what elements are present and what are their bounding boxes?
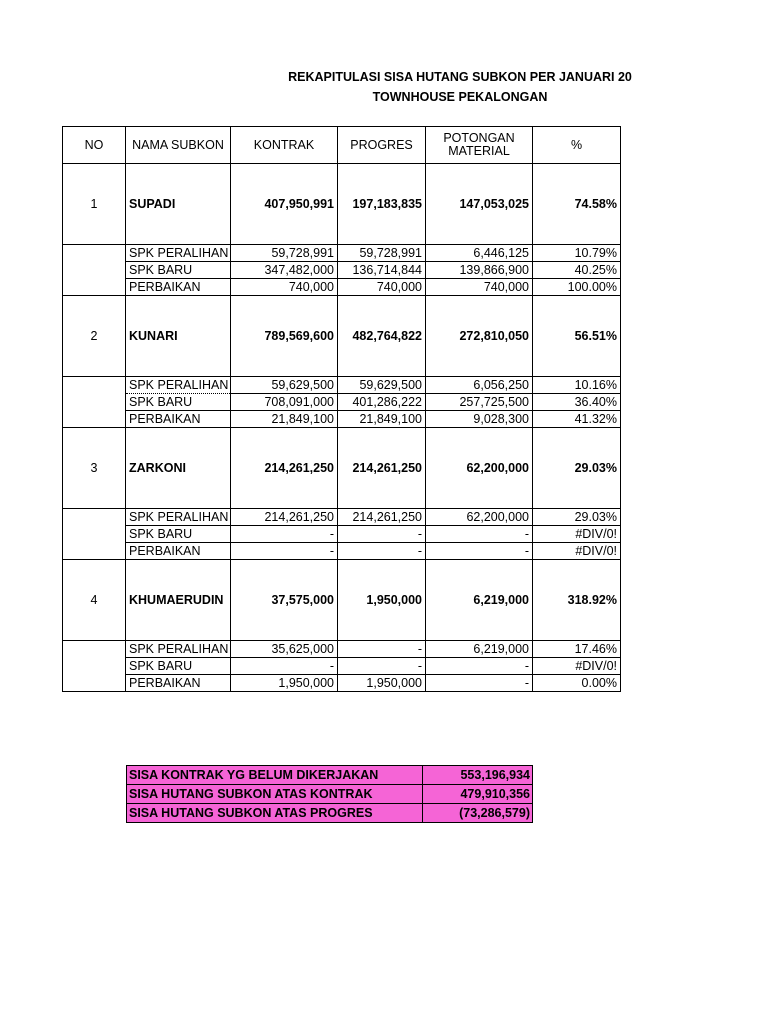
detail-no-blank bbox=[63, 245, 126, 262]
summary-value: (73,286,579) bbox=[423, 804, 533, 823]
summary-label: SISA KONTRAK YG BELUM DIKERJAKAN bbox=[127, 766, 423, 785]
subkon-potongan: 272,810,050 bbox=[426, 296, 533, 377]
subkon-row bbox=[63, 164, 621, 245]
detail-no-blank bbox=[63, 543, 126, 560]
header-percent: % bbox=[533, 127, 621, 164]
detail-name: SPK PERALIHAN bbox=[126, 509, 231, 526]
summary-table bbox=[126, 765, 533, 823]
subkon-potongan: 62,200,000 bbox=[426, 428, 533, 509]
subkon-kontrak: 214,261,250 bbox=[231, 428, 338, 509]
detail-persen: 40.25% bbox=[533, 262, 621, 279]
detail-persen: #DIV/0! bbox=[533, 543, 621, 560]
summary-row bbox=[127, 766, 533, 785]
detail-row bbox=[63, 675, 621, 692]
subkon-progres: 214,261,250 bbox=[338, 428, 426, 509]
detail-row bbox=[63, 658, 621, 675]
detail-row bbox=[63, 641, 621, 658]
detail-persen: 41.32% bbox=[533, 411, 621, 428]
detail-no-blank bbox=[63, 526, 126, 543]
detail-kontrak: 59,629,500 bbox=[231, 377, 338, 394]
detail-persen: 0.00% bbox=[533, 675, 621, 692]
detail-kontrak: 740,000 bbox=[231, 279, 338, 296]
detail-row bbox=[63, 543, 621, 560]
detail-name: PERBAIKAN bbox=[126, 675, 231, 692]
detail-row bbox=[63, 394, 621, 411]
detail-potongan: - bbox=[426, 543, 533, 560]
detail-row bbox=[63, 509, 621, 526]
summary-value: 553,196,934 bbox=[423, 766, 533, 785]
detail-name: SPK BARU bbox=[126, 526, 231, 543]
subkon-progres: 482,764,822 bbox=[338, 296, 426, 377]
detail-row bbox=[63, 262, 621, 279]
detail-potongan: 139,866,900 bbox=[426, 262, 533, 279]
detail-progres: 136,714,844 bbox=[338, 262, 426, 279]
summary-value: 479,910,356 bbox=[423, 785, 533, 804]
subkon-kontrak: 407,950,991 bbox=[231, 164, 338, 245]
header-nama-subkon: NAMA SUBKON bbox=[126, 127, 231, 164]
summary-label: SISA HUTANG SUBKON ATAS PROGRES bbox=[127, 804, 423, 823]
detail-no-blank bbox=[63, 394, 126, 411]
detail-no-blank bbox=[63, 411, 126, 428]
detail-potongan: 6,446,125 bbox=[426, 245, 533, 262]
detail-progres: 1,950,000 bbox=[338, 675, 426, 692]
report-title: REKAPITULASI SISA HUTANG SUBKON PER JANUARI 20 bbox=[288, 70, 632, 84]
detail-name: PERBAIKAN bbox=[126, 279, 231, 296]
detail-progres: 214,261,250 bbox=[338, 509, 426, 526]
detail-no-blank bbox=[63, 279, 126, 296]
subkon-row bbox=[63, 296, 621, 377]
detail-no-blank bbox=[63, 262, 126, 279]
detail-progres: 21,849,100 bbox=[338, 411, 426, 428]
subkon-number: 4 bbox=[63, 560, 126, 641]
header-potongan-material: POTONGAN MATERIAL bbox=[426, 127, 533, 164]
subkon-progres: 1,950,000 bbox=[338, 560, 426, 641]
detail-kontrak: - bbox=[231, 658, 338, 675]
subkon-persen: 29.03% bbox=[533, 428, 621, 509]
detail-progres: 59,728,991 bbox=[338, 245, 426, 262]
detail-name: SPK PERALIHAN bbox=[126, 641, 231, 658]
detail-kontrak: 21,849,100 bbox=[231, 411, 338, 428]
detail-name: PERBAIKAN bbox=[126, 543, 231, 560]
header-kontrak: KONTRAK bbox=[231, 127, 338, 164]
subkon-name: ZARKONI bbox=[126, 428, 231, 509]
detail-row bbox=[63, 377, 621, 394]
detail-kontrak: - bbox=[231, 543, 338, 560]
detail-name: SPK BARU bbox=[126, 658, 231, 675]
subkon-row bbox=[63, 428, 621, 509]
table-header-row bbox=[63, 127, 621, 164]
detail-kontrak: 1,950,000 bbox=[231, 675, 338, 692]
detail-persen: 36.40% bbox=[533, 394, 621, 411]
subkon-number: 3 bbox=[63, 428, 126, 509]
subkon-persen: 318.92% bbox=[533, 560, 621, 641]
detail-persen: 10.16% bbox=[533, 377, 621, 394]
detail-no-blank bbox=[63, 658, 126, 675]
subkon-kontrak: 789,569,600 bbox=[231, 296, 338, 377]
subkon-row bbox=[63, 560, 621, 641]
detail-kontrak: 708,091,000 bbox=[231, 394, 338, 411]
subkon-number: 2 bbox=[63, 296, 126, 377]
detail-no-blank bbox=[63, 675, 126, 692]
detail-persen: 17.46% bbox=[533, 641, 621, 658]
detail-potongan: 6,219,000 bbox=[426, 641, 533, 658]
header-progres: PROGRES bbox=[338, 127, 426, 164]
subkon-number: 1 bbox=[63, 164, 126, 245]
detail-name: SPK BARU bbox=[126, 262, 231, 279]
detail-name: SPK BARU bbox=[126, 394, 231, 411]
detail-progres: 740,000 bbox=[338, 279, 426, 296]
detail-kontrak: 214,261,250 bbox=[231, 509, 338, 526]
detail-no-blank bbox=[63, 509, 126, 526]
detail-kontrak: 347,482,000 bbox=[231, 262, 338, 279]
detail-row bbox=[63, 411, 621, 428]
subkon-name: KUNARI bbox=[126, 296, 231, 377]
detail-name: PERBAIKAN bbox=[126, 411, 231, 428]
subkon-name: SUPADI bbox=[126, 164, 231, 245]
detail-kontrak: - bbox=[231, 526, 338, 543]
summary-row bbox=[127, 804, 533, 823]
recap-table bbox=[62, 126, 621, 692]
detail-row bbox=[63, 279, 621, 296]
report-subtitle: TOWNHOUSE PEKALONGAN bbox=[372, 90, 548, 104]
subkon-name: KHUMAERUDIN bbox=[126, 560, 231, 641]
detail-potongan: - bbox=[426, 526, 533, 543]
subkon-persen: 56.51% bbox=[533, 296, 621, 377]
detail-potongan: 6,056,250 bbox=[426, 377, 533, 394]
detail-potongan: 62,200,000 bbox=[426, 509, 533, 526]
detail-no-blank bbox=[63, 377, 126, 394]
subkon-progres: 197,183,835 bbox=[338, 164, 426, 245]
detail-persen: 29.03% bbox=[533, 509, 621, 526]
detail-persen: #DIV/0! bbox=[533, 658, 621, 675]
detail-row bbox=[63, 245, 621, 262]
detail-persen: 10.79% bbox=[533, 245, 621, 262]
summary-row bbox=[127, 785, 533, 804]
summary-label: SISA HUTANG SUBKON ATAS KONTRAK bbox=[127, 785, 423, 804]
subkon-kontrak: 37,575,000 bbox=[231, 560, 338, 641]
header-no: NO bbox=[63, 127, 126, 164]
detail-kontrak: 35,625,000 bbox=[231, 641, 338, 658]
detail-potongan: 257,725,500 bbox=[426, 394, 533, 411]
detail-progres: - bbox=[338, 658, 426, 675]
detail-potongan: - bbox=[426, 675, 533, 692]
detail-progres: - bbox=[338, 526, 426, 543]
detail-persen: 100.00% bbox=[533, 279, 621, 296]
detail-name: SPK PERALIHAN bbox=[126, 377, 231, 394]
detail-progres: 59,629,500 bbox=[338, 377, 426, 394]
detail-row bbox=[63, 526, 621, 543]
detail-no-blank bbox=[63, 641, 126, 658]
detail-kontrak: 59,728,991 bbox=[231, 245, 338, 262]
subkon-potongan: 6,219,000 bbox=[426, 560, 533, 641]
detail-potongan: 740,000 bbox=[426, 279, 533, 296]
detail-persen: #DIV/0! bbox=[533, 526, 621, 543]
detail-potongan: - bbox=[426, 658, 533, 675]
subkon-persen: 74.58% bbox=[533, 164, 621, 245]
subkon-potongan: 147,053,025 bbox=[426, 164, 533, 245]
detail-progres: - bbox=[338, 543, 426, 560]
detail-potongan: 9,028,300 bbox=[426, 411, 533, 428]
detail-progres: 401,286,222 bbox=[338, 394, 426, 411]
detail-progres: - bbox=[338, 641, 426, 658]
detail-name: SPK PERALIHAN bbox=[126, 245, 231, 262]
